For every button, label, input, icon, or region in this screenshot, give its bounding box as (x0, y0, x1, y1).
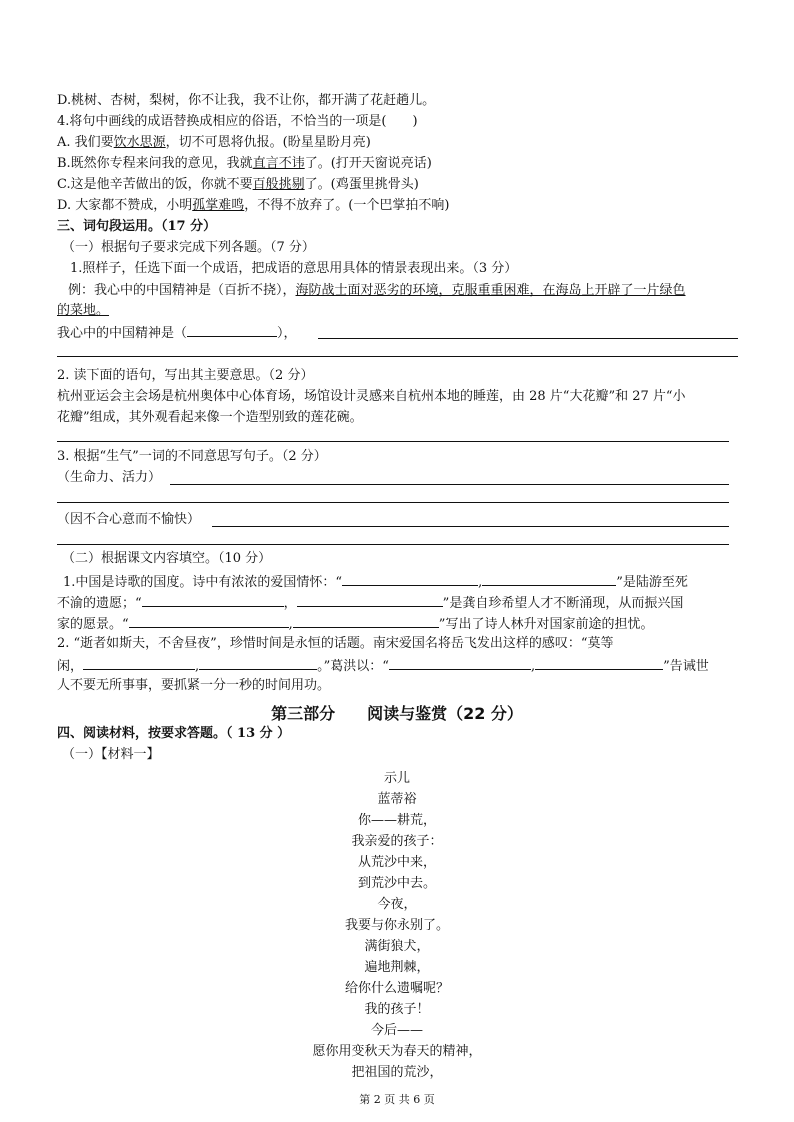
section-title: 第三部分 阅读与鉴赏（22 分） (271, 704, 523, 723)
poem-line: 给你什么遗嘱呢？ (344, 981, 449, 996)
poem-line: 今夜， (377, 897, 417, 912)
f1-l2-comma: ， (283, 596, 297, 611)
q4-b-underlined: 直言不讳 (252, 156, 305, 171)
answer-line[interactable] (57, 544, 729, 545)
q4-option-d (57, 196, 449, 216)
poem-line: 今后—— (370, 1023, 423, 1038)
f2-line2 (57, 655, 709, 677)
part3-sub2: （二）根据课文内容填空。（10 分） (62, 551, 272, 566)
part3-q2: 2. 读下面的语句，写出其主要意思。（2 分） (57, 368, 314, 383)
fill-blank[interactable] (129, 613, 289, 628)
example-underlined-1: 海防战士面对恶劣的环境，克服重重困难，在海岛上开辟了一片绿色 (295, 283, 686, 298)
fill-mid: ）， (277, 326, 297, 341)
material-label: （一）【材料一】 (62, 747, 160, 762)
poem-line: 我要与你永别了。 (344, 918, 449, 933)
f1-line1 (63, 571, 688, 593)
fill-blank[interactable] (83, 655, 195, 670)
q4-a-post: ，切不可恩将仇报。(盼星星盼月亮) (165, 135, 371, 150)
q4-c-pre: C.这是他辛苦做出的饭，你就不要 (57, 177, 253, 192)
fill-blank[interactable] (297, 592, 443, 607)
q4-option-b (57, 154, 432, 174)
f1-line3 (57, 613, 653, 635)
example-pre: 例：我心中的中国精神是（百折不挠）， (68, 283, 296, 298)
answer-line[interactable] (57, 441, 729, 442)
answer-line[interactable] (57, 502, 729, 503)
poem-author: 蓝蒂裕 (377, 792, 417, 807)
f1-l1-post: ”是陆游至死 (616, 575, 688, 590)
q2-text-line2: 花瓣”组成，其外观看起来像一个造型别致的莲花碗。 (57, 410, 363, 425)
example-line2 (57, 301, 109, 321)
q4-d-underlined: 孤掌难鸣 (192, 198, 245, 213)
f2-line1: 2. “逝者如斯夫，不舍昼夜”，珍惜时间是永恒的话题。南宋爱国名将岳飞发出这样的感叹：“莫等 (57, 636, 614, 651)
q4-b-post: 了。(打开天窗说亮话) (304, 156, 432, 171)
part3-heading: 三、词句段运用。（17 分） (57, 219, 217, 234)
f1-line2 (57, 592, 683, 614)
q4-d-post: ，不得不放弃了。(一个巴掌拍不响) (244, 198, 450, 213)
q4-stem: 4.将句中画线的成语替换成相应的俗语，不恰当的一项是( ) (57, 114, 418, 129)
answer-line[interactable] (212, 526, 729, 527)
part3-sub1: （一）根据句子要求完成下列各题。（7 分） (62, 240, 315, 255)
f1-l3-comma: , (288, 617, 293, 632)
q4-a-underlined: 饮水思源 (113, 135, 166, 150)
example-underlined-2: 的菜地。 (57, 303, 110, 318)
f1-l1-pre: 1.中国是诗歌的国度。诗中有浓浓的爱国情怀：“ (63, 575, 343, 590)
f2-l2-mid: 。”葛洪以：“ (317, 659, 389, 674)
fill-blank[interactable] (482, 571, 616, 586)
part3-q3: 3. 根据“生气”一词的不同意思写句子。（2 分） (57, 449, 327, 464)
page-footer: 第 2 页 共 6 页 (359, 1093, 435, 1106)
f1-l2-pre: 不渝的遗愿；“ (57, 596, 142, 611)
q4-c-underlined: 百般挑剔 (252, 177, 305, 192)
fill-pre: 我心中的中国精神是（ (57, 326, 188, 341)
f2-l2-pre: 闲， (57, 659, 84, 674)
answer-line[interactable] (318, 338, 738, 339)
fill-blank[interactable] (535, 655, 663, 670)
f1-l3-post: ”写出了诗人林升对国家前途的担忧。 (438, 617, 654, 632)
fill-blank[interactable] (389, 655, 531, 670)
fill-blank[interactable] (342, 571, 478, 586)
q4-b-pre: B.既然你专程来问我的意见，我就 (57, 156, 253, 171)
q3-option-d: D.桃树、杏树，梨树，你不让我，我不让你，都开满了花赶趟儿。 (57, 93, 436, 108)
f1-l2-post: ”是龚自珍希望人才不断涌现，从而振兴国 (442, 596, 684, 611)
example-line1 (68, 281, 686, 301)
q2-text-line1: 杭州亚运会主会场是杭州奥体中心体育场，场馆设计灵感来自杭州本地的睡莲，由 28 片“大花瓣”和 27 片“小 (57, 389, 686, 404)
poem-line: 我的孩子！ (364, 1002, 430, 1017)
poem-line: 遍地荆棘， (364, 960, 430, 975)
poem-line: 把祖国的荒沙， (351, 1065, 443, 1080)
f1-l1-comma: , (478, 575, 483, 590)
q4-d-pre: D. 大家都不赞成，小明 (57, 198, 193, 213)
q3-b-prompt: （因不合心意而不愉快） (57, 512, 201, 527)
fill-blank-idiom[interactable] (187, 322, 277, 337)
poem-line: 从荒沙中来， (357, 855, 436, 870)
answer-line[interactable] (170, 484, 729, 485)
fill-line (57, 322, 297, 344)
f2-l2-comma2: , (530, 659, 536, 674)
q4-option-a (57, 133, 371, 153)
part4-heading: 四、阅读材料，按要求答题。（ 13 分 ） (57, 726, 291, 741)
f2-l2-post: ”告诫世 (663, 659, 709, 674)
poem-line: 愿你用变秋天为春天的精神， (312, 1044, 482, 1059)
poem-line: 到荒沙中去。 (357, 876, 436, 891)
poem-line: 我亲爱的孩子： (351, 834, 443, 849)
q4-c-post: 了。(鸡蛋里挑骨头) (304, 177, 419, 192)
poem-title: 示儿 (383, 771, 410, 786)
answer-line[interactable] (57, 356, 738, 357)
f1-l3-pre: 家的愿景。“ (57, 617, 129, 632)
fill-blank[interactable] (142, 592, 284, 607)
fill-blank[interactable] (293, 613, 439, 628)
fill-blank[interactable] (199, 655, 317, 670)
q4-a-pre: A. 我们要 (57, 135, 114, 150)
poem-line: 你——耕荒， (357, 813, 436, 828)
part3-q1: 1.照样子，任选下面一个成语，把成语的意思用具体的情景表现出来。（3 分） (70, 261, 518, 276)
q4-option-c (57, 175, 419, 195)
f2-l2-comma: , (195, 659, 200, 674)
poem-line: 满街狼犬， (364, 939, 430, 954)
f2-line3: 人不要无所事事，要抓紧一分一秒的时间用功。 (57, 678, 331, 693)
q3-a-prompt: （生命力、活力） (57, 470, 162, 485)
